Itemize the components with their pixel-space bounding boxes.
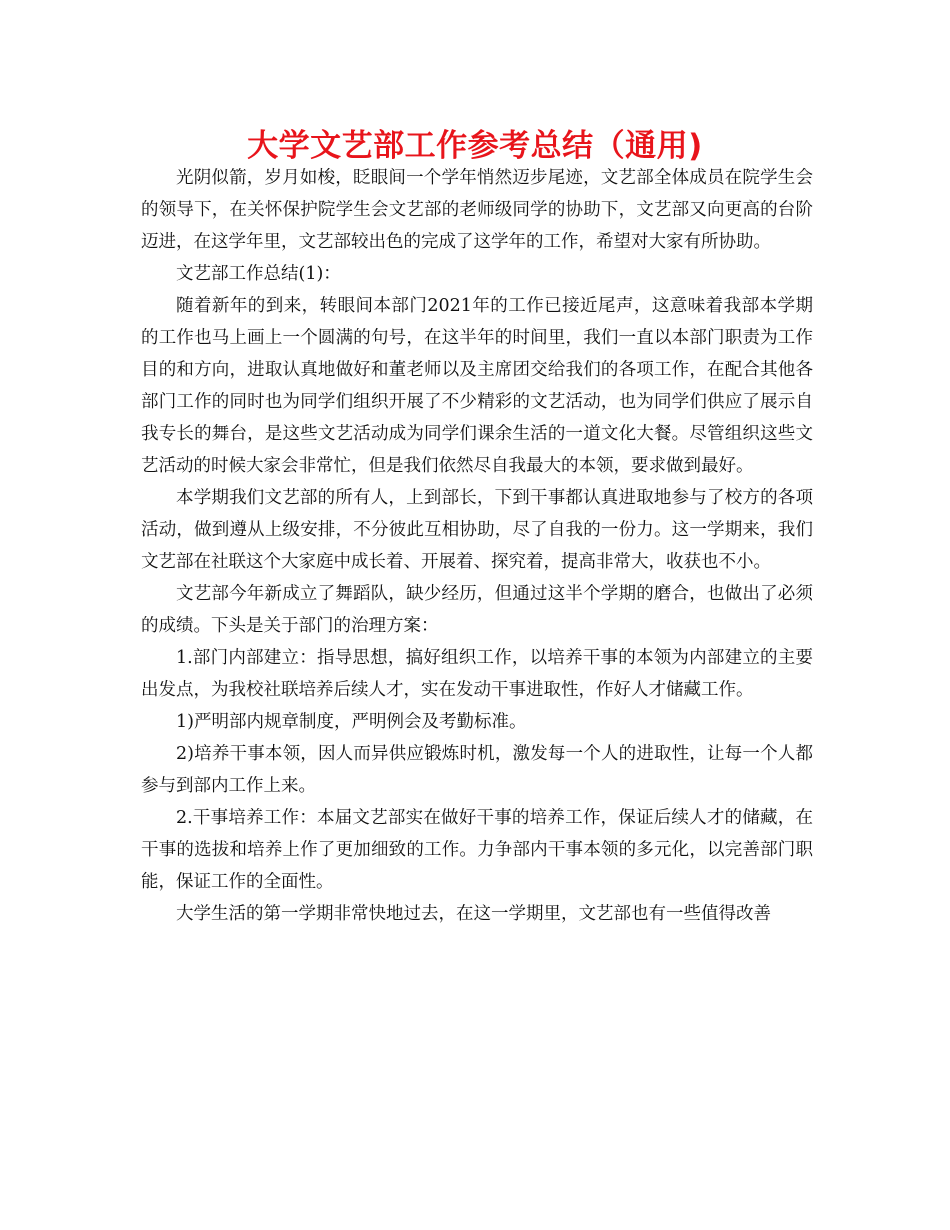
paragraph-intro: 光阴似箭，岁月如梭，眨眼间一个学年悄然迈步尾迹，文艺部全体成员在院学生会的领导下，在关怀保护院学生会文艺部的老师级同学的协助下，文艺部又向更高的台阶迈进，在这学年里，文艺部较出色的完成了这学年的工作，希望对大家有所协助。 [141, 168, 813, 252]
document-title: 大学文艺部工作参考总结（通用) [247, 128, 703, 164]
paragraph-new-year: 随着新年的到来，转眼间本部门2021年的工作已接近尾声，这意味着我部本学期的工作也马上画上一个圆满的句号，在这半年的时间里，我们一直以本部门职责为工作目的和方向，进取认真地做好和董老师以及主席团交给我们的各项工作，在配合其他各部门工作的同时也为同学们组织开展了不少精彩的文艺活动，也为同学们供应了展示自我专长的舞台，是这些文艺活动成为同学们课余生活的一道文化大餐。尽管组织这些文艺活动的时候大家会非常忙，但是我们依然尽自我最大的本领，要求做到最好。 [141, 296, 813, 476]
paragraph-dance-team: 文艺部今年新成立了舞蹈队，缺少经历，但通过这半个学期的磨合，也做出了必须的成绩。下头是关于部门的治理方案： [141, 584, 813, 636]
paragraph-internal-building: 1.部门内部建立：指导思想，搞好组织工作，以培养干事的本领为内部建立的主要出发点，为我校社联培养后续人才，实在发动干事进取性，作好人才储藏工作。 [141, 648, 813, 700]
document-body [141, 162, 813, 930]
paragraph-first-semester: 大学生活的第一学期非常快地过去，在这一学期里，文艺部也有一些值得改善 [176, 904, 771, 924]
paragraph-members: 本学期我们文艺部的所有人，上到部长，下到干事都认真进取地参与了校方的各项活动，做到遵从上级安排，不分彼此互相协助，尽了自我的一份力。这一学期来，我们文艺部在社联这个大家庭中成长着、开展着、探究着，提高非常大，收获也不小。 [141, 488, 813, 572]
paragraph-training-ability: 2)培养干事本领，因人而异供应锻炼时机，激发每一个人的进取性，让每一个人都参与到部内工作上来。 [141, 744, 813, 796]
paragraph-section-heading: 文艺部工作总结(1)： [176, 264, 341, 284]
paragraph-rules: 1)严明部内规章制度，严明例会及考勤标准。 [176, 712, 527, 732]
paragraph-staff-training: 2.干事培养工作：本届文艺部实在做好干事的培养工作，保证后续人才的储藏，在干事的选拔和培养上作了更加细致的工作。力争部内干事本领的多元化，以完善部门职能，保证工作的全面性。 [141, 808, 813, 892]
